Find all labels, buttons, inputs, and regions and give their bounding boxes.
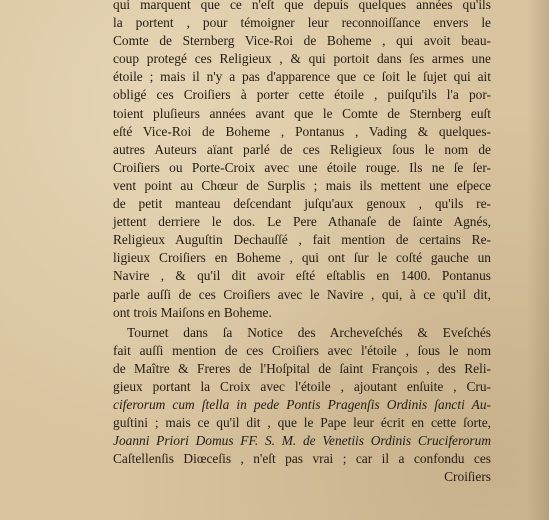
text-line: ont trois Maiſons en Boheme. [113, 304, 272, 320]
text-line: Tournet dans ſa Notice des Archeveſchés & Eveſchés [127, 324, 491, 340]
paragraph-2 [113, 324, 491, 469]
text-line: Caſtellenſis Diœceſis , n'eſt pas vrai ; car il a confondu ces [113, 451, 491, 467]
text-line: de petit manteau deſcendant juſqu'aux genoux , qu'ils re- [113, 196, 491, 212]
text-line: gieux portant la Croix avec l'étoile , ajoutant enſuite , Cru- [113, 378, 491, 394]
text-line: ligieux Croiſiers en Boheme , qui ont ſur le coſté gauche un [113, 250, 491, 266]
page-text [113, 0, 491, 487]
text-line: fait auſſi mention de ces Croiſiers avec l'étoile , ſous le nom [113, 342, 491, 358]
text-line: Comte de Sternberg Vice-Roi de Boheme , qui avoit beau- [113, 33, 491, 49]
text-line: Croiſiers ou Porte-Croix avec une étoile rouge. Ils ne ſe ſer- [113, 159, 491, 175]
text-line: autres Auteurs aïant parlé de ces Religieux ſous le nom de [113, 141, 491, 157]
text-line: toient pluſieurs années avant que le Comte de Sternberg euſt [113, 105, 491, 121]
text-line: la portent , pour témoigner leur reconnoiſſance envers le [113, 15, 491, 31]
text-line: qui marquent que ce n'eſt que depuis quelques années qu'ils [113, 0, 491, 12]
text-line: coup protegé ces Religieux , & qui portoit dans ſes armes une [113, 51, 491, 67]
text-line: guſtini ; mais ce qu'il dit , que le Pape leur écrit en cette ſorte, [113, 415, 491, 431]
text-line: étoile ; mais il n'y a pas d'apparence que ce ſoit le ſujet qui ait [113, 69, 491, 85]
text-line: vent point au Chœur de Surplis ; mais ils mettent une eſpece [113, 177, 491, 193]
text-line: obligé ces Croiſiers à porter cette étoile , puiſqu'ils l'a por- [113, 87, 491, 103]
page-edge-shadow [527, 0, 549, 520]
catchword: Croiſiers [444, 469, 491, 485]
text-line: de Maître & Freres de l'Hoſpital de ſaint François , des Reli- [113, 360, 491, 376]
text-line-italic: Joanni Priori Domus FF. S. M. de Venetiis Ordinis Cruciferorum [113, 433, 491, 449]
text-line-italic: ciferorum cum ſtella in pede Pontis Pragenſis Ordinis ſancti Au- [113, 397, 491, 413]
text-line: eſté Vice-Roi de Boheme , Pontanus , Vading & quelques- [113, 123, 491, 139]
text-line: jettent derriere le dos. Le Pere Athanaſe de ſainte Agnés, [113, 214, 491, 230]
text-line: Navire , & qu'il dit avoir eſté eſtablis en 1400. Pontanus [113, 268, 491, 284]
paragraph-1 [113, 0, 491, 322]
text-line: Religieux Auguſtin Dechauſſé , fait mention de certains Re- [113, 232, 491, 248]
text-line: parle auſſi de ces Croiſiers avec le Navire , qui, à ce qu'il dit, [113, 286, 491, 302]
